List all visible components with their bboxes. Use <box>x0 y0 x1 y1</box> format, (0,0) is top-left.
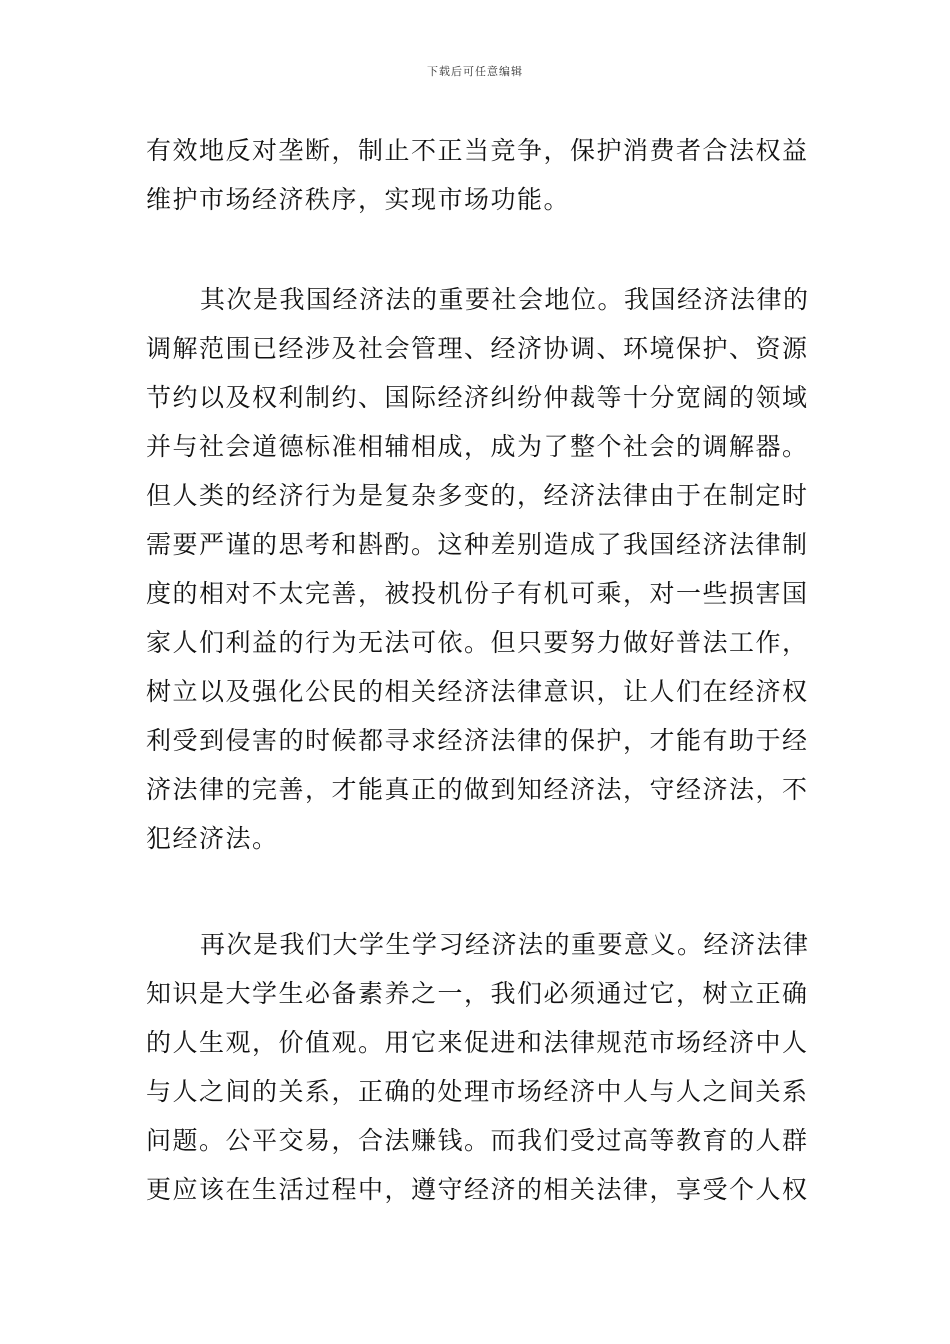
text-line: 更应该在生活过程中，遵守经济的相关法律，享受个人权 <box>146 1175 809 1204</box>
page-header: 下载后可任意编辑 <box>427 65 523 78</box>
paragraph-continuation <box>146 126 811 224</box>
text-line: 知识是大学生必备素养之一，我们必须通过它，树立正确 <box>146 979 809 1008</box>
text-line: 犯经济法。 <box>146 824 279 853</box>
text-line: 济法律的完善，才能真正的做到知经济法，守经济法，不 <box>146 775 809 804</box>
text-line: 并与社会道德标准相辅相成，成为了整个社会的调解器。 <box>146 432 809 461</box>
text-line: 但人类的经济行为是复杂多变的，经济法律由于在制定时 <box>146 481 809 510</box>
paragraph-social-status <box>146 275 811 863</box>
text-line-first: 再次是我们大学生学习经济法的重要意义。经济法律 <box>200 930 810 959</box>
text-line: 节约以及权利制约、国际经济纠纷仲裁等十分宽阔的领域 <box>146 383 809 412</box>
text-line: 调解范围已经涉及社会管理、经济协调、环境保护、资源 <box>146 334 809 363</box>
paragraph-student-significance <box>146 920 811 1214</box>
text-line: 维护市场经济秩序，实现市场功能。 <box>146 185 571 214</box>
text-line: 与人之间的关系，正确的处理市场经济中人与人之间关系 <box>146 1077 809 1106</box>
text-line: 需要严谨的思考和斟酌。这种差别造成了我国经济法律制 <box>146 530 809 559</box>
text-line: 树立以及强化公民的相关经济法律意识，让人们在经济权 <box>146 677 809 706</box>
text-line: 问题。公平交易，合法赚钱。而我们受过高等教育的人群 <box>146 1126 809 1155</box>
text-line: 的人生观，价值观。用它来促进和法律规范市场经济中人 <box>146 1028 809 1057</box>
text-line: 有效地反对垄断，制止不正当竞争，保护消费者合法权益 <box>146 136 809 165</box>
text-line: 利受到侵害的时候都寻求经济法律的保护，才能有助于经 <box>146 726 809 755</box>
text-line: 度的相对不太完善，被投机份子有机可乘，对一些损害国 <box>146 579 809 608</box>
text-line: 家人们利益的行为无法可依。但只要努力做好普法工作， <box>146 628 809 657</box>
text-line-first: 其次是我国经济法的重要社会地位。我国经济法律的 <box>200 285 810 314</box>
